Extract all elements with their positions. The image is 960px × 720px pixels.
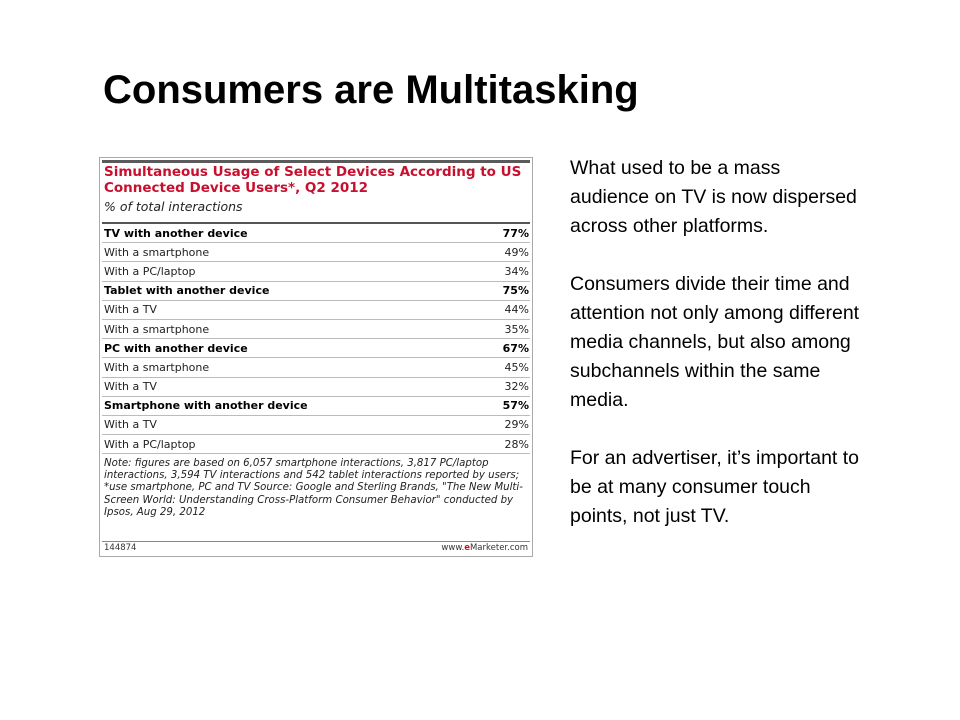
row-label: With a smartphone (104, 360, 210, 374)
body-paragraph: What used to be a mass audience on TV is now dispersed across other platforms. (570, 157, 857, 237)
emarketer-figure (99, 157, 533, 557)
table-row (102, 358, 530, 377)
figure-top-rule (102, 160, 530, 163)
body-paragraph: Consumers divide their time and attention not only among different media channels, but also among subchannels within the same media. (570, 273, 860, 411)
body-paragraph: For an advertiser, it’s important to be at many consumer touch points, not just TV. (570, 447, 860, 527)
row-label: Smartphone with another device (104, 399, 308, 413)
row-value: 28% (504, 437, 529, 451)
table-row (102, 378, 530, 397)
figure-subtitle: % of total interactions (104, 199, 243, 214)
row-value: 44% (504, 303, 529, 317)
slide-title: Consumers are Multitasking (103, 68, 639, 112)
table-row (102, 339, 530, 358)
row-label: With a TV (104, 380, 157, 394)
table-row (102, 435, 530, 454)
figure-note: Note: figures are based on 6,057 smartphone interactions, 3,817 PC/laptop interactions, 3,594 TV interactions and 542 tablet interactions reported by users; *use smartphone, PC and TV Source: Google and Sterling Brands, "The New Multi-Screen World: Understanding Cross-Platform Consumer Behavior" conducted by Ipsos, Aug 29, 2012 (104, 458, 523, 518)
source-e: e (464, 543, 470, 553)
figure-id: 144874 (104, 543, 137, 553)
row-value: 29% (504, 418, 529, 432)
figure-source (441, 542, 528, 555)
row-value: 67% (502, 341, 529, 355)
row-label: Tablet with another device (104, 284, 270, 298)
row-value: 49% (504, 245, 529, 259)
row-label: With a PC/laptop (104, 264, 196, 278)
row-value: 35% (504, 322, 529, 336)
source-prefix: www. (441, 543, 465, 553)
row-label: With a PC/laptop (104, 437, 196, 451)
row-label: With a smartphone (104, 245, 210, 259)
figure-title: Simultaneous Usage of Select Devices According to US Connected Device Users*, Q2 2012 (104, 164, 522, 196)
row-value: 32% (504, 380, 529, 394)
row-label: With a TV (104, 418, 157, 432)
table-row (102, 397, 530, 416)
row-label: PC with another device (104, 341, 248, 355)
table-row (102, 416, 530, 435)
table-row (102, 320, 530, 339)
row-value: 75% (502, 284, 529, 298)
row-value: 57% (502, 399, 529, 413)
source-rest: Marketer.com (469, 543, 528, 553)
row-value: 45% (504, 360, 529, 374)
table-row (102, 301, 530, 320)
table-row (102, 224, 530, 243)
figure-footer (102, 541, 530, 555)
body-text (570, 154, 862, 560)
table-row (102, 282, 530, 301)
row-label: With a smartphone (104, 322, 210, 336)
row-label: TV with another device (104, 226, 248, 240)
row-value: 77% (502, 226, 529, 240)
row-value: 34% (504, 264, 529, 278)
table-row (102, 262, 530, 281)
row-label: With a TV (104, 303, 157, 317)
figure-table (102, 222, 530, 454)
table-row (102, 243, 530, 262)
